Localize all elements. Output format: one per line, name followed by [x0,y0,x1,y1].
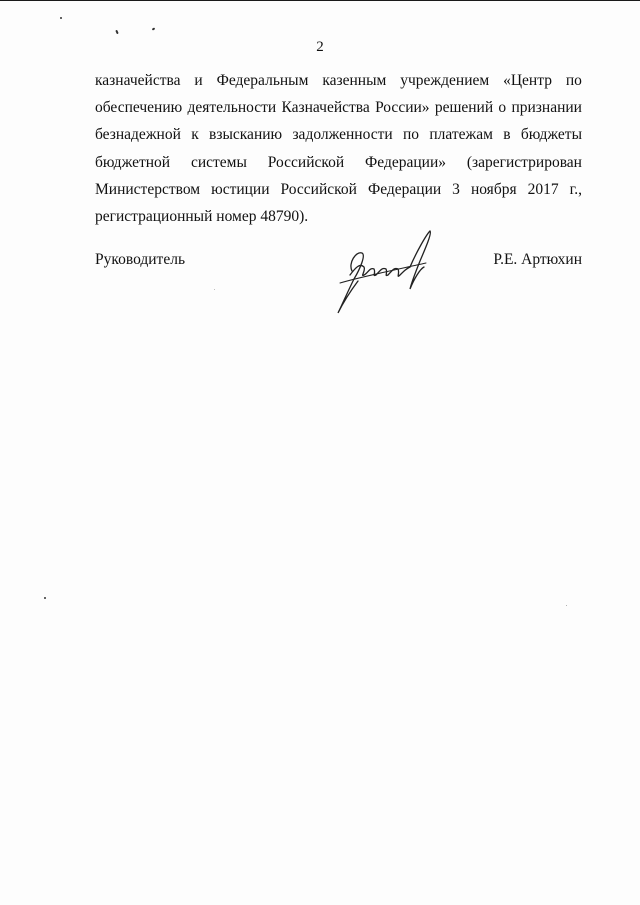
paragraph-line [95,121,582,148]
word: обеспечению [95,99,183,117]
word: юстиции [211,180,270,198]
word: и [194,72,203,89]
word: задолженности [292,126,393,144]
word: деятельности [187,99,277,117]
word: по [402,126,420,144]
word: учреждением [400,72,490,89]
word: Российской [280,180,357,198]
word: ноября [470,180,517,198]
word: бюджетной [95,153,171,171]
signer-name: Р.Е. Артюхин [493,251,582,268]
word: г., [569,180,582,198]
paragraph-line [95,67,582,94]
scan-speck [60,17,62,19]
scan-speck [566,605,567,606]
word: Российской [267,153,345,171]
paragraph-line [95,94,582,121]
word: казначейства [95,72,181,89]
page-number: 2 [316,39,324,55]
word: 2017 [527,180,559,198]
word: безнадежной [95,126,181,144]
word: к [191,126,199,144]
word: 3 [452,180,460,198]
scan-speck [152,27,156,30]
signer-position: Руководитель [95,251,186,268]
word: России» [375,99,430,117]
scan-speck [214,289,215,290]
scan-speck [44,597,46,599]
word: «Центр [503,72,552,89]
word: платежам [429,126,493,144]
word: по [565,72,582,89]
word: Министерством [95,180,201,198]
word: о [498,99,507,117]
scan-speck [115,30,119,34]
paragraph-line [95,176,582,203]
word: решений [434,99,494,117]
word: Федеральным [216,72,309,89]
handwritten-signature [330,223,450,323]
word: взысканию [209,126,283,144]
word: Казначейства [281,99,370,117]
word: бюджеты [520,126,582,144]
word: казенным [322,72,387,89]
word: (зарегистрирован [466,153,582,171]
word: системы [190,153,247,171]
word: Федерации» [365,153,446,171]
word: Федерации [367,180,442,198]
paragraph-line [95,149,582,176]
word: регистрационный номер 48790). [95,208,309,226]
body-paragraph [95,67,582,230]
word: признании [511,99,582,117]
word: в [503,126,511,144]
